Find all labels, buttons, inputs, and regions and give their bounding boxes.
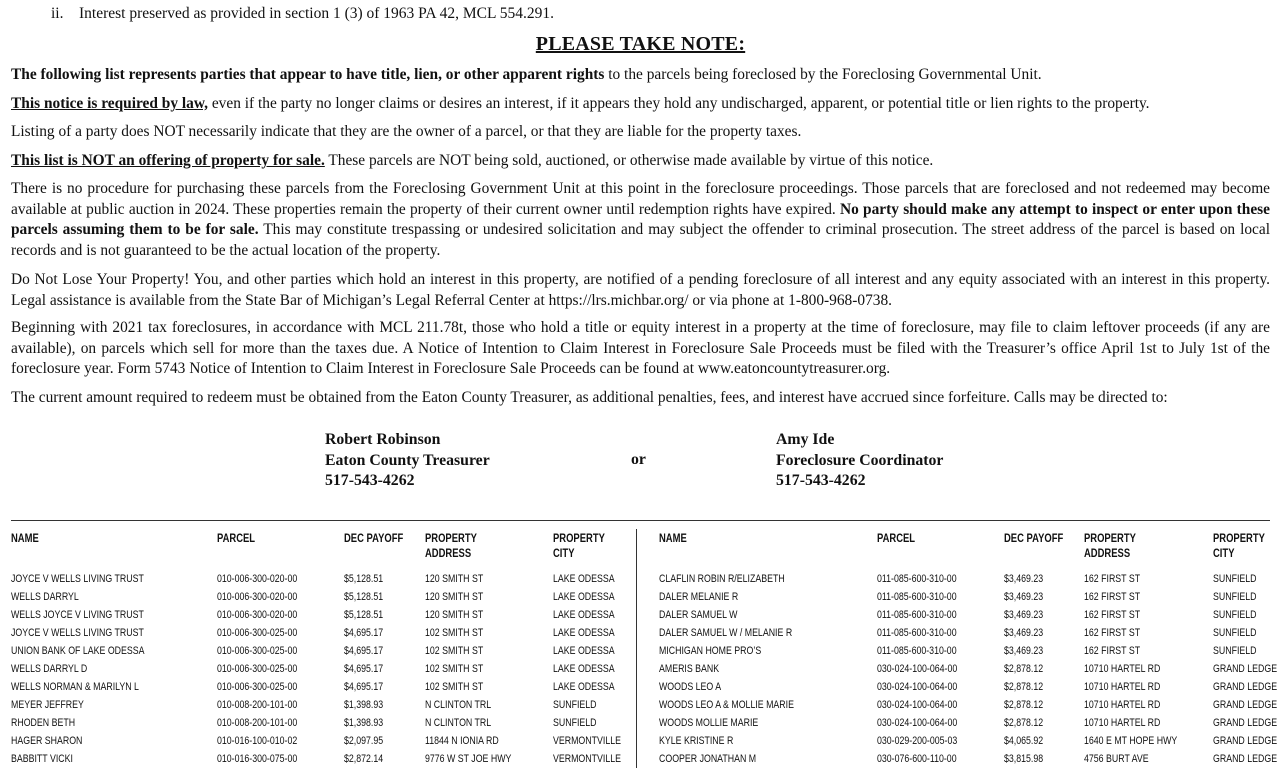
cell-payoff: $3,815.98	[1004, 753, 1044, 765]
header-parcel: PARCEL	[217, 533, 256, 545]
cell-parcel: 030-024-100-064-00	[877, 681, 958, 693]
cell-address: 120 SMITH ST	[425, 609, 484, 621]
cell-payoff: $2,878.12	[1004, 717, 1044, 729]
cell-parcel: 010-006-300-025-00	[217, 627, 298, 639]
cell-city: LAKE ODESSA	[553, 573, 615, 585]
header-address-line2: ADDRESS	[425, 548, 472, 560]
cell-city: LAKE ODESSA	[553, 681, 615, 693]
cell-city: VERMONTVILLE	[553, 753, 621, 765]
table-top-divider	[11, 520, 1270, 521]
paragraph-required-by-law-text: even if the party no longer claims or desires an interest, if it appears they hold any undischarged, apparent, or potential title or lien rights to the property.	[207, 95, 1150, 112]
list-item-text: Interest preserved as provided in section 1 (3) of 1963 PA 42, MCL 554.291.	[79, 5, 554, 22]
cell-city: GRAND LEDGE	[1213, 663, 1278, 675]
contact-role: Foreclosure Coordinator	[776, 451, 944, 469]
cell-parcel: 011-085-600-310-00	[877, 573, 957, 585]
cell-city: LAKE ODESSA	[553, 609, 615, 621]
cell-name: KYLE KRISTINE R	[659, 735, 734, 747]
cell-address: 11844 N IONIA RD	[425, 735, 499, 747]
cell-address: 102 SMITH ST	[425, 627, 484, 639]
cell-payoff: $4,695.17	[344, 627, 384, 639]
or-separator: or	[631, 451, 646, 468]
paragraph-no-procedure	[11, 179, 1270, 261]
cell-payoff: $3,469.23	[1004, 573, 1044, 585]
cell-address: 1640 E MT HOPE HWY	[1084, 735, 1178, 747]
cell-payoff: $2,097.95	[344, 735, 384, 747]
cell-name: MEYER JEFFREY	[11, 699, 84, 711]
paragraph-do-not-lose: Do Not Lose Your Property! You, and other parties which hold an interest in this property, are notified of a pending foreclosure of all interest and any equity associated with an interest in this property. Legal assistance is available from the State Bar of Michigan’s Legal Referral Center at https://lrs.michbar.org/ or via phone at 1-800-968-0738.	[11, 271, 1270, 309]
cell-address: 9776 W ST JOE HWY	[425, 753, 512, 765]
paragraph-leftover-proceeds: Beginning with 2021 tax foreclosures, in accordance with MCL 211.78t, those who hold a title or equity interest in a property at the time of foreclosure, may file to claim leftover proceeds (if any are available), on parcels which sell for more than the taxes due. A Notice of Intention to Claim Interest in Foreclosure Sale Proceeds must be filed with the Treasurer’s office April 1st to July 1st of the foreclosure year. Form 5743 Notice of Intention to Claim Interest in Foreclosure Sale Proceeds can be found at www.eatoncountytreasurer.org.	[11, 319, 1270, 377]
cell-city: GRAND LEDGE	[1213, 681, 1278, 693]
paragraph-not-for-sale	[11, 151, 1270, 172]
header-city-line1: PROPERTY	[1213, 533, 1265, 545]
cell-city: SUNFIELD	[1213, 645, 1257, 657]
cell-city: LAKE ODESSA	[553, 627, 615, 639]
cell-parcel: 010-016-300-075-00	[217, 753, 298, 765]
cell-address: 102 SMITH ST	[425, 645, 484, 657]
cell-payoff: $4,695.17	[344, 645, 384, 657]
cell-name: DALER SAMUEL W / MELANIE R	[659, 627, 793, 639]
cell-parcel: 010-006-300-020-00	[217, 573, 298, 585]
cell-payoff: $4,695.17	[344, 681, 384, 693]
contact-name: Amy Ide	[776, 431, 835, 448]
cell-name: DALER SAMUEL W	[659, 609, 738, 621]
cell-address: 162 FIRST ST	[1084, 627, 1141, 639]
header-name: NAME	[11, 533, 39, 545]
header-payoff: DEC PAYOFF	[1004, 533, 1064, 545]
paragraph-parties	[11, 65, 1270, 86]
cell-payoff: $3,469.23	[1004, 591, 1044, 603]
cell-parcel: 010-006-300-025-00	[217, 663, 298, 675]
contact-phone: 517-543-4262	[776, 472, 866, 489]
cell-city: SUNFIELD	[553, 717, 597, 729]
paragraph-not-for-sale-text: These parcels are NOT being sold, auctioned, or otherwise made available by virtue of this notice.	[324, 152, 934, 169]
cell-name: COOPER JONATHAN M	[659, 753, 757, 765]
cell-payoff: $3,469.23	[1004, 609, 1044, 621]
header-address-line2: ADDRESS	[1084, 548, 1131, 560]
cell-payoff: $2,878.12	[1004, 681, 1044, 693]
header-city-line1: PROPERTY	[553, 533, 605, 545]
cell-city: GRAND LEDGE	[1213, 753, 1278, 765]
cell-city: SUNFIELD	[553, 699, 597, 711]
cell-parcel: 010-006-300-025-00	[217, 681, 298, 693]
cell-parcel: 011-085-600-310-00	[877, 591, 957, 603]
cell-address: 162 FIRST ST	[1084, 609, 1141, 621]
cell-address: 4756 BURT AVE	[1084, 753, 1149, 765]
cell-payoff: $1,398.93	[344, 699, 384, 711]
header-city-line2: CITY	[553, 548, 575, 560]
cell-name: WOODS LEO A	[659, 681, 722, 693]
contact-name: Robert Robinson	[325, 431, 441, 448]
cell-city: SUNFIELD	[1213, 627, 1257, 639]
cell-address: 162 FIRST ST	[1084, 645, 1141, 657]
cell-name: DALER MELANIE R	[659, 591, 739, 603]
paragraph-no-procedure-text-a: There is no procedure for purchasing these parcels from the Foreclosing Government Unit at this point in the foreclosure proceedings. Those parcels that are foreclosed and not redeemed may become available at public auction in 2024. These properties remain the property of their current owner until redemption rights have expired.	[11, 180, 1270, 218]
contact-treasurer	[325, 430, 490, 492]
cell-payoff: $2,872.14	[344, 753, 384, 765]
cell-address: 102 SMITH ST	[425, 681, 484, 693]
header-name: NAME	[659, 533, 687, 545]
cell-city: GRAND LEDGE	[1213, 735, 1278, 747]
header-address-line1: PROPERTY	[1084, 533, 1136, 545]
cell-name: WELLS DARRYL	[11, 591, 79, 603]
header-city	[1213, 532, 1265, 562]
cell-parcel: 030-024-100-064-00	[877, 717, 958, 729]
cell-payoff: $5,128.51	[344, 609, 384, 621]
cell-payoff: $4,695.17	[344, 663, 384, 675]
cell-city: SUNFIELD	[1213, 573, 1257, 585]
cell-city: LAKE ODESSA	[553, 591, 615, 603]
cell-address: 162 FIRST ST	[1084, 573, 1141, 585]
cell-parcel: 010-006-300-025-00	[217, 645, 298, 657]
cell-parcel: 030-024-100-064-00	[877, 699, 958, 711]
cell-address: 10710 HARTEL RD	[1084, 699, 1161, 711]
cell-parcel: 010-008-200-101-00	[217, 699, 298, 711]
cell-parcel: 010-006-300-020-00	[217, 609, 298, 621]
cell-city: VERMONTVILLE	[553, 735, 621, 747]
list-item-number: ii.	[51, 5, 64, 22]
cell-address: 102 SMITH ST	[425, 663, 484, 675]
cell-parcel: 011-085-600-310-00	[877, 627, 957, 639]
cell-address: 162 FIRST ST	[1084, 591, 1141, 603]
header-payoff: DEC PAYOFF	[344, 533, 404, 545]
paragraph-redeem-amount: The current amount required to redeem must be obtained from the Eaton County Treasurer, as additional penalties, fees, and interest have accrued since forfeiture. Calls may be directed to:	[11, 389, 1168, 406]
cell-payoff: $1,398.93	[344, 717, 384, 729]
paragraph-no-procedure-text-c: This may constitute trespassing or undesired solicitation and may subject the offender to criminal prosecution. The street address of the parcel is based on local records and is not guaranteed to be the actual location of the property.	[11, 221, 1270, 259]
header-address	[1084, 532, 1136, 562]
cell-name: CLAFLIN ROBIN R/ELIZABETH	[659, 573, 785, 585]
cell-city: LAKE ODESSA	[553, 663, 615, 675]
cell-name: WOODS LEO A & MOLLIE MARIE	[659, 699, 794, 711]
contact-coordinator	[776, 430, 943, 492]
cell-address: 120 SMITH ST	[425, 573, 484, 585]
paragraph-not-for-sale-bold: This list is NOT an offering of property for sale.	[11, 152, 325, 169]
cell-parcel: 011-085-600-310-00	[877, 609, 957, 621]
cell-parcel: 030-076-600-110-00	[877, 753, 957, 765]
cell-name: BABBITT VICKI	[11, 753, 73, 765]
header-parcel: PARCEL	[877, 533, 916, 545]
list-item-ii	[51, 4, 554, 24]
paragraph-parties-text: to the parcels being foreclosed by the Foreclosing Governmental Unit.	[604, 66, 1042, 83]
page-title: PLEASE TAKE NOTE:	[535, 33, 746, 55]
cell-name: WELLS NORMAN & MARILYN L	[11, 681, 139, 693]
paragraph-no-procedure-bold: No party should make any attempt to inspect or enter upon these parcels assuming them to be for sale.	[11, 200, 1270, 238]
cell-address: 10710 HARTEL RD	[1084, 663, 1161, 675]
cell-address: 10710 HARTEL RD	[1084, 681, 1161, 693]
cell-payoff: $2,878.12	[1004, 699, 1044, 711]
cell-city: LAKE ODESSA	[553, 645, 615, 657]
cell-name: JOYCE V WELLS LIVING TRUST	[11, 627, 144, 639]
cell-name: UNION BANK OF LAKE ODESSA	[11, 645, 145, 657]
cell-parcel: 030-024-100-064-00	[877, 663, 958, 675]
cell-parcel: 010-006-300-020-00	[217, 591, 298, 603]
cell-payoff: $5,128.51	[344, 573, 384, 585]
cell-name: WOODS MOLLIE MARIE	[659, 717, 759, 729]
cell-address: 120 SMITH ST	[425, 591, 484, 603]
cell-city: GRAND LEDGE	[1213, 699, 1278, 711]
cell-parcel: 010-016-100-010-02	[217, 735, 298, 747]
header-city	[553, 532, 605, 562]
cell-name: AMERIS BANK	[659, 663, 720, 675]
table-column-divider	[636, 529, 637, 768]
paragraph-not-owner: Listing of a party does NOT necessarily indicate that they are the owner of a parcel, or that they are liable for the property taxes.	[11, 123, 802, 140]
header-city-line2: CITY	[1213, 548, 1235, 560]
cell-address: N CLINTON TRL	[425, 717, 492, 729]
cell-city: SUNFIELD	[1213, 591, 1257, 603]
cell-name: JOYCE V WELLS LIVING TRUST	[11, 573, 144, 585]
cell-payoff: $5,128.51	[344, 591, 384, 603]
cell-name: WELLS JOYCE V LIVING TRUST	[11, 609, 144, 621]
contact-role: Eaton County Treasurer	[325, 451, 490, 469]
cell-city: GRAND LEDGE	[1213, 717, 1278, 729]
cell-parcel: 030-029-200-005-03	[877, 735, 958, 747]
cell-address: N CLINTON TRL	[425, 699, 492, 711]
cell-name: MICHIGAN HOME PRO’S	[659, 645, 762, 657]
paragraph-required-by-law-bold: This notice is required by law,	[11, 95, 208, 112]
contact-phone: 517-543-4262	[325, 472, 415, 489]
cell-payoff: $3,469.23	[1004, 627, 1044, 639]
cell-name: HAGER SHARON	[11, 735, 83, 747]
cell-city: SUNFIELD	[1213, 609, 1257, 621]
cell-payoff: $4,065.92	[1004, 735, 1044, 747]
header-address	[425, 532, 477, 562]
cell-address: 10710 HARTEL RD	[1084, 717, 1161, 729]
cell-payoff: $2,878.12	[1004, 663, 1044, 675]
cell-parcel: 011-085-600-310-00	[877, 645, 957, 657]
cell-name: WELLS DARRYL D	[11, 663, 88, 675]
paragraph-required-by-law	[11, 94, 1270, 115]
cell-parcel: 010-008-200-101-00	[217, 717, 298, 729]
header-address-line1: PROPERTY	[425, 533, 477, 545]
paragraph-parties-bold: The following list represents parties that appear to have title, lien, or other apparent rights	[11, 66, 605, 83]
cell-name: RHODEN BETH	[11, 717, 76, 729]
cell-payoff: $3,469.23	[1004, 645, 1044, 657]
